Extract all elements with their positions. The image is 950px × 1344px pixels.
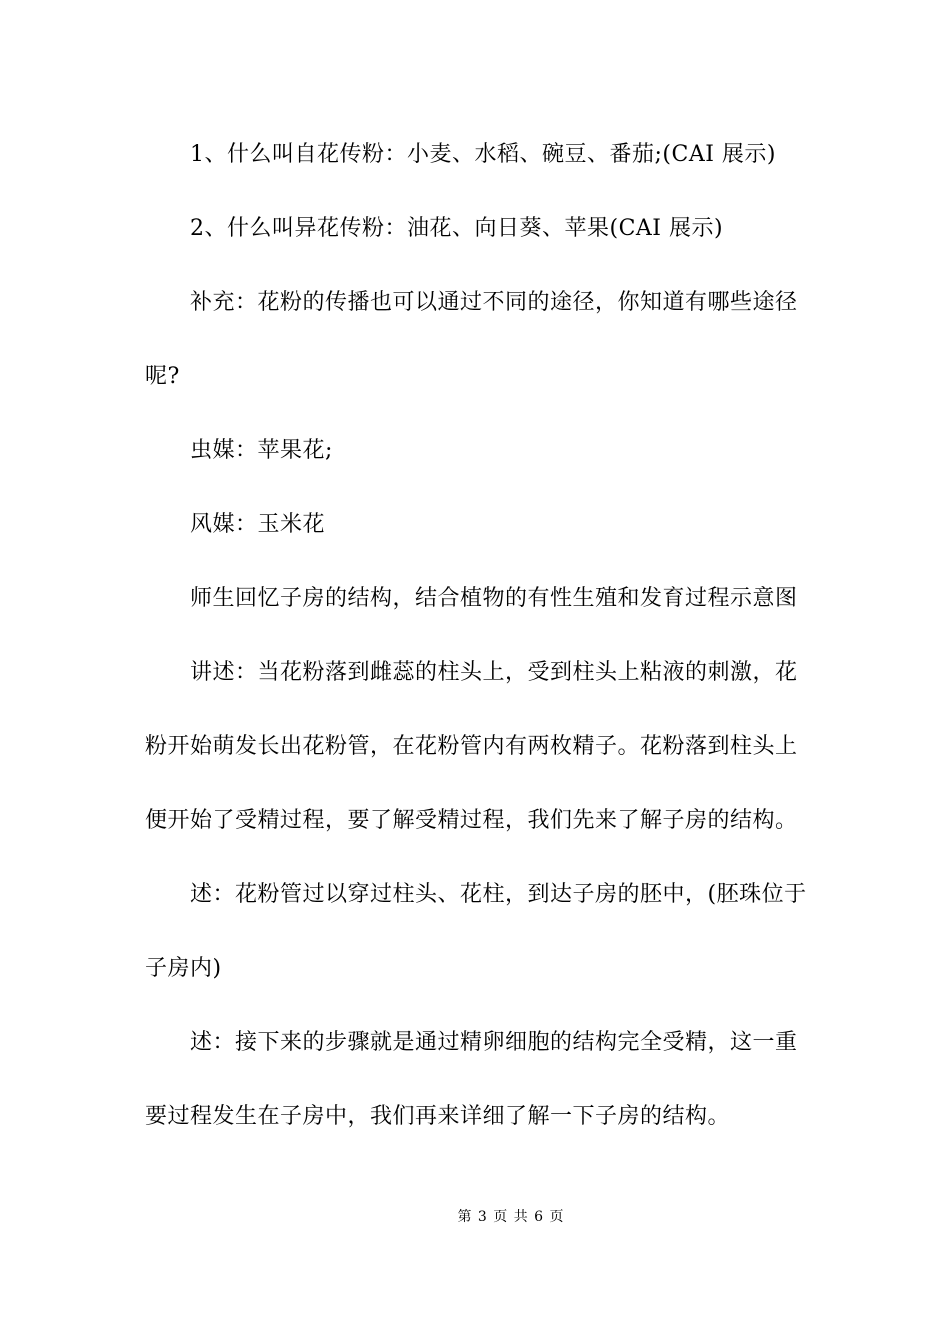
paragraph-cross-pollination: 2、什么叫异花传粉：油花、向日葵、苹果(CAI 展示): [190, 216, 724, 241]
paragraph-lecture-line-2: 粉开始萌发长出花粉管，在花粉管内有两枚精子。花粉落到柱头上: [145, 734, 798, 759]
paragraph-insect-pollination: 虫媒：苹果花;: [190, 438, 333, 463]
paragraph-supplement-line-2: 呢?: [145, 364, 180, 389]
paragraph-pollen-tube-line-1: 述：花粉管过以穿过柱头、花柱，到达子房的胚中，(胚珠位于: [190, 882, 807, 907]
paragraph-review-ovary: 师生回忆子房的结构，结合植物的有性生殖和发育过程示意图: [190, 586, 798, 611]
paragraph-wind-pollination: 风媒：玉米花: [190, 512, 326, 537]
paragraph-fertilization-line-1: 述：接下来的步骤就是通过精卵细胞的结构完全受精，这一重: [190, 1030, 798, 1055]
paragraph-lecture-line-3: 便开始了受精过程，要了解受精过程，我们先来了解子房的结构。: [145, 808, 798, 833]
paragraph-fertilization-line-2: 要过程发生在子房中，我们再来详细了解一下子房的结构。: [145, 1104, 731, 1129]
paragraph-supplement-line-1: 补充：花粉的传播也可以通过不同的途径，你知道有哪些途径: [190, 290, 798, 315]
paragraph-self-pollination: 1、什么叫自花传粉：小麦、水稻、碗豆、番茄;(CAI 展示): [190, 142, 776, 167]
paragraph-pollen-tube-line-2: 子房内): [145, 956, 222, 981]
page-number-footer: 第 3 页 共 6 页: [457, 1209, 565, 1225]
paragraph-lecture-line-1: 讲述：当花粉落到雌蕊的柱头上，受到柱头上粘液的刺激，花: [190, 660, 798, 685]
